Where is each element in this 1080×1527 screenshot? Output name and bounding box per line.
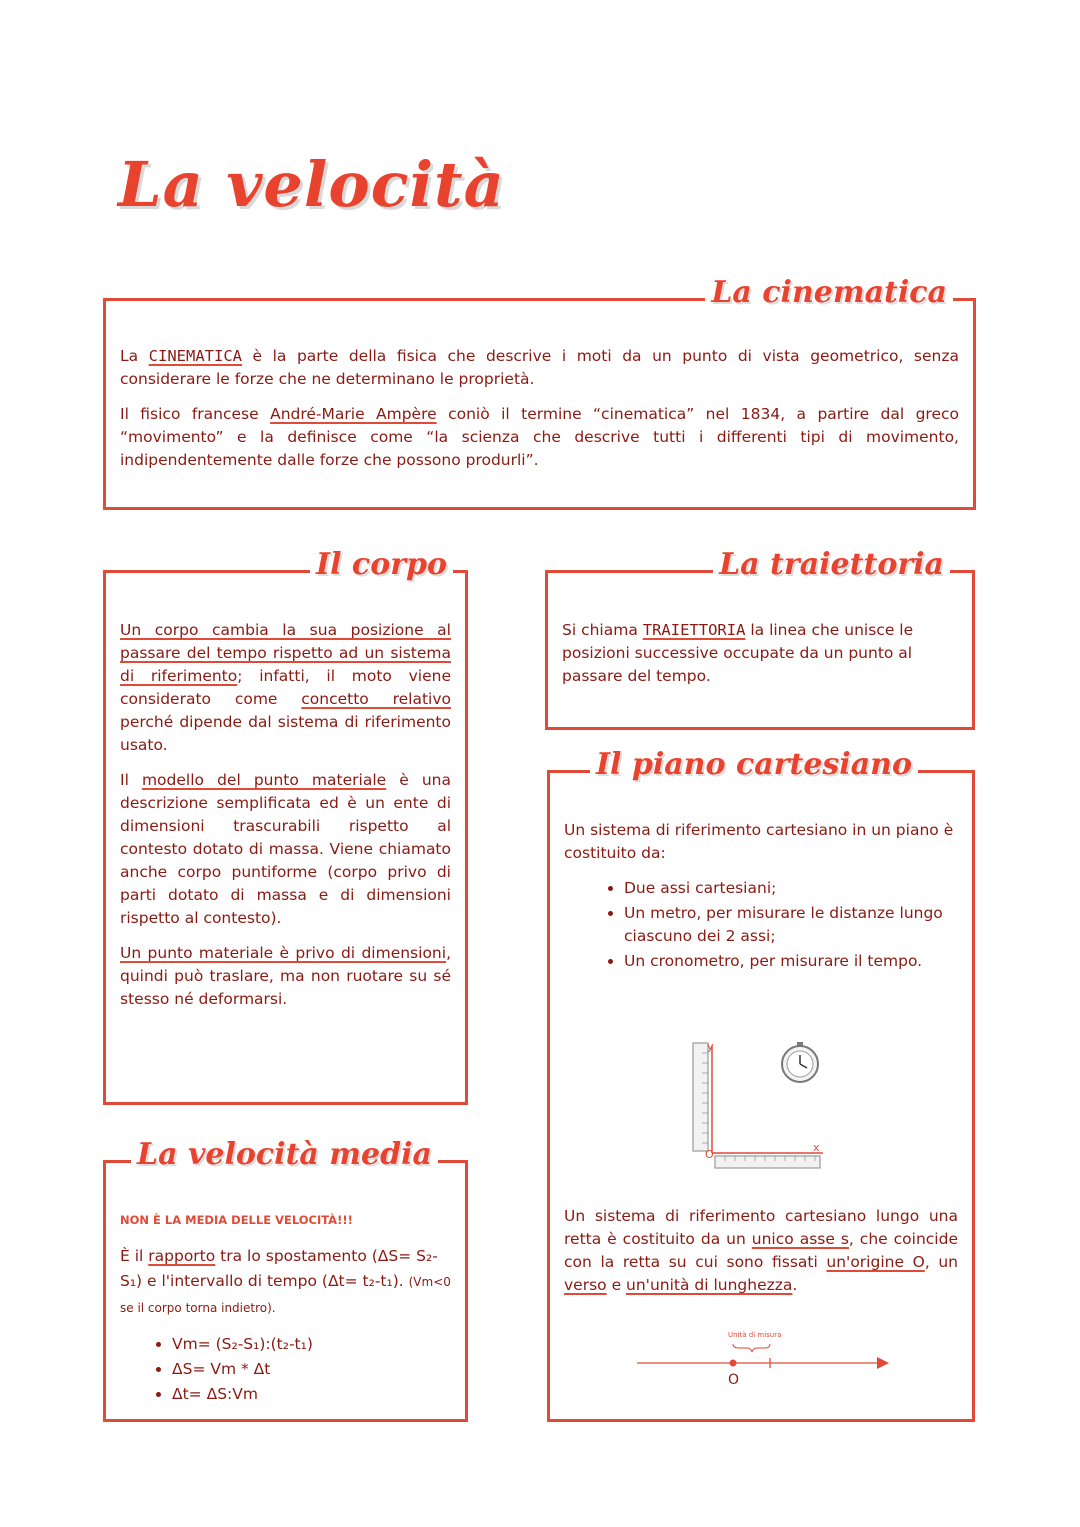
formula-item: • Δt= ΔS:Vm [172, 1383, 451, 1406]
velocita-media-paragraph: È il rapporto tra lo spostamento (ΔS= S₂-S₁) e l'intervallo di tempo (Δt= t₂-t₁). (Vm<0 se il corpo torna indietro). [120, 1247, 451, 1315]
piano-intro: Un sistema di riferimento cartesiano in un piano è costituito da: [564, 821, 954, 862]
x-axis-label: x [813, 1141, 820, 1154]
traiettoria-heading: La traiettoria [713, 547, 950, 583]
velocita-media-box [103, 1137, 468, 1422]
velocita-media-warning: NON È LA MEDIA DELLE VELOCITÀ!!! [120, 1213, 353, 1227]
piano-list-item: • Un cronometro, per misurare il tempo. [624, 950, 958, 973]
vertical-ruler [693, 1043, 708, 1151]
y-axis-label: y [707, 1040, 714, 1053]
cinematica-box [103, 275, 976, 510]
piano-list-item: • Due assi cartesiani; [624, 877, 958, 900]
formula-item: • Vm= (S₂-S₁):(t₂-t₁) [172, 1333, 451, 1356]
page-title: La velocità [118, 148, 505, 221]
formula-list [120, 1333, 451, 1406]
origin-label: O [705, 1148, 714, 1161]
cartesian-diagram [685, 1038, 835, 1173]
origin-point [730, 1360, 737, 1367]
number-line-arrow-icon [877, 1357, 889, 1369]
ampere-name: André-Marie Ampère [270, 405, 437, 423]
unit-bracket [733, 1344, 770, 1352]
cinematica-heading: La cinematica [705, 275, 953, 311]
traiettoria-paragraph: Si chiama TRAIETTORIA la linea che unisce le posizioni successive occupate da un punto al passare del tempo. [562, 621, 914, 685]
piano-list [564, 877, 958, 973]
formula-item: • ΔS= Vm * Δt [172, 1358, 451, 1381]
corpo-paragraph-3: Un punto materiale è privo di dimensioni, quindi può traslare, ma non ruotare su sé stesso né deformarsi. [120, 944, 451, 1008]
cinematica-paragraph-1: La CINEMATICA è la parte della fisica che descrive i moti da un punto di vista geometrico, senza considerare le forze che ne determinano le proprietà. [120, 347, 959, 388]
piano-list-item: • Un metro, per misurare le distanze lungo ciascuno dei 2 assi; [624, 902, 958, 948]
horizontal-ruler [715, 1156, 820, 1168]
corpo-box [103, 547, 468, 1105]
traiettoria-box [545, 547, 975, 730]
stopwatch-icon [782, 1042, 818, 1082]
corpo-paragraph-1: Un corpo cambia la sua posizione al passare del tempo rispetto ad un sistema di riferimento; infatti, il moto viene considerato come concetto relativo perché dipende dal sistema di riferimento usato. [120, 621, 451, 754]
corpo-heading: Il corpo [310, 547, 453, 583]
number-line-diagram [635, 1328, 895, 1388]
piano-box [547, 747, 975, 1422]
cinematica-term: CINEMATICA [148, 347, 242, 365]
velocita-media-heading: La velocità media [131, 1137, 438, 1173]
corpo-paragraph-2: Il modello del punto materiale è una descrizione semplificata ed è un ente di dimensioni trascurabili rispetto al contesto dotato di massa. Viene chiamato anche corpo puntiforme (corpo privo di parti dotato di massa e di dimensioni rispetto al contesto). [120, 771, 451, 927]
unit-label: Unità di misura [728, 1331, 782, 1339]
piano-paragraph-2: Un sistema di riferimento cartesiano lungo una retta è costituito da un unico asse s, che coincide con la retta su cui sono fissati un'origine O, un verso e un'unità di lunghezza. [564, 1207, 959, 1294]
piano-heading: Il piano cartesiano [590, 747, 918, 783]
line-origin-label: O [728, 1372, 740, 1388]
cinematica-paragraph-2: Il fisico francese André-Marie Ampère coniò il termine “cinematica” nel 1834, a partire dal greco “movimento” e la definisce come “la scienza che descrive tutti i differenti tipi di movimento, indipendentemente dalle forze che possono produrli”. [120, 405, 959, 469]
